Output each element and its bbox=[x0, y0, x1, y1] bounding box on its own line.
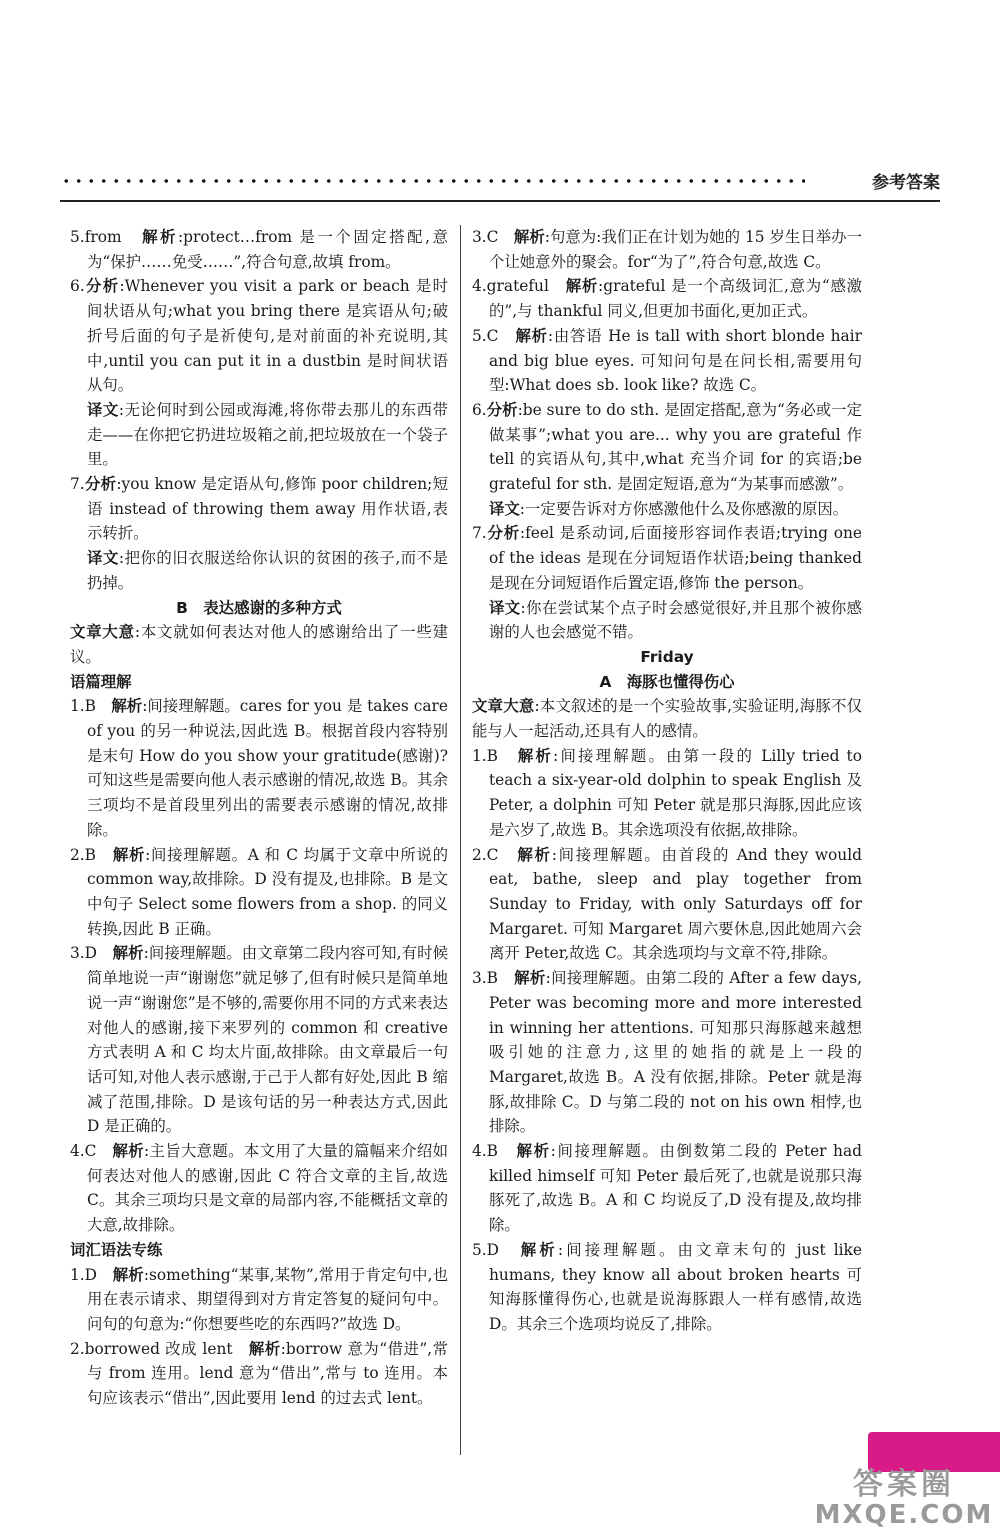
answer-item: 3.C 解析:句意为:我们正在计划为她的 15 岁生日举办一个让她意外的聚会。for“为了”,符合句意,故选 C。 bbox=[472, 228, 862, 271]
answer-item: 4.C 解析:主旨大意题。本文用了大量的篇幅来介绍如何表达对他人的感谢,因此 C 符合文章的主旨,故选 C。其余三项均只是文章的局部内容,不能概括文章的大意,故排除。 bbox=[70, 1142, 448, 1235]
answer-item: 4.B 解析:间接理解题。由倒数第二段的 Peter had killed himself 可知 Peter 最后死了,也就是说那只海豚死了,故选 B。A 和 C 均说反了,D 没有提及,故均排除。 bbox=[472, 1142, 862, 1235]
answer-item: 1.D 解析:something“某事,某物”,常用于肯定句中,也用在表示请求、期望得到对方肯定答复的疑问句中。问句的句意为:“你想要些吃的东西吗?”故选 D。 bbox=[70, 1265, 448, 1333]
answer-item: 7.分析:feel 是系动词,后面接形容词作表语;trying one of the ideas 是现在分词短语作状语;being thanked 是现在分词短语作后置定语,修饰 the person。 bbox=[472, 524, 862, 592]
section-title: B 表达感谢的多种方式 bbox=[176, 598, 342, 617]
translation: 译文:你在尝试某个点子时会感觉很好,并且那个被你感谢的人也会感觉不错。 bbox=[489, 598, 862, 642]
answer-item: 2.C 解析:间接理解题。由首段的 And they would eat, bathe, sleep and play together from Sunday to Friday, with only Saturdays off for Margaret. 可知 Margaret 周六要休息,因此她周六会离开 Peter,故选 C。其余选项均与文章不符,排除。 bbox=[472, 845, 862, 963]
answer-item: 2.borrowed 改成 lent 解析:borrow 意为“借进”,常与 from 连用。lend 意为“借出”,常与 to 连用。本句应该表示“借出”,因此要用 lend 的过去式 lent。 bbox=[70, 1339, 448, 1408]
main-idea: 文章大意:本文叙述的是一个实验故事,实验证明,海豚不仅能与人一起活动,还具有人的感情。 bbox=[472, 697, 862, 741]
main-idea: 文章大意:本文就如何表达对他人的感谢给出了一些建议。 bbox=[70, 623, 448, 666]
watermark-logo: 答案圈 MXQE.COM bbox=[814, 1467, 994, 1530]
header-rule bbox=[60, 200, 940, 202]
answer-item: 5.D 解析:间接理解题。由文章末句的 just like humans, they know all about broken hearts 可知海豚懂得伤心,也就是说海豚跟人一样有感情,故选 D。其余三个选项均说反了,排除。 bbox=[472, 1240, 862, 1333]
answer-item: 7.分析:you know 是定语从句,修饰 poor children;短语 instead of throwing them away 用作状语,表示转折。 bbox=[70, 475, 448, 543]
answer-item: 5.from 解析:protect…from 是一个固定搭配,意为“保护……免受……”,符合句意,故填 from。 bbox=[70, 228, 448, 271]
page-number-tab bbox=[868, 1432, 1000, 1472]
left-column bbox=[70, 225, 448, 1411]
page-header bbox=[60, 168, 940, 198]
dotted-rule bbox=[60, 178, 805, 184]
translation: 译文:把你的旧衣服送给你认识的贫困的孩子,而不是扔掉。 bbox=[87, 549, 448, 592]
answer-item: 1.B 解析:间接理解题。cares for you 是 takes care of you 的另一种说法,因此选 B。根据首段内容特别是末句 How do you show your gratitude(感谢)?可知这些是需要向他人表示感谢的情况,故选 B。其余三项均不是首段里列出的需要表示感谢的情况,故排除。 bbox=[70, 697, 448, 839]
answer-item: 2.B 解析:间接理解题。A 和 C 均属于文章中所说的 common way,故排除。D 没有提及,也排除。B 是文中句子 Select some flowers from a shop. 的同义转换,因此 B 正确。 bbox=[70, 845, 448, 938]
answer-item: 1.B 解析:间接理解题。由第一段的 Lilly tried to teach a six-year-old dolphin to speak English 及 Peter, a dolphin 可知 Peter 就是那只海豚,因此应该是六岁了,故选 B。其余选项没有依据,故排除。 bbox=[472, 746, 862, 839]
answer-item: 6.分析:Whenever you visit a park or beach 是时间状语从句;what you bring there 是宾语从句;破折号后面的句子是祈使句,是对前面的补充说明,其中,until you can put it in a dustbin 是时间状语从句。 bbox=[70, 277, 448, 395]
answer-item: 6.分析:be sure to do sth. 是固定搭配,意为“务必或一定做某事”;what you are... why you are grateful 作 tell 的宾语从句,其中,what 充当介词 for 的宾语;be grateful for sth. 是固定短语,意为“为某事而感激”。 bbox=[472, 400, 862, 494]
vocab-heading: 词汇语法专练 bbox=[70, 1240, 163, 1259]
day-title: Friday bbox=[640, 647, 694, 666]
column-divider bbox=[460, 225, 461, 1455]
answer-item: 3.B 解析:间接理解题。由第二段的 After a few days, Peter was becoming more and more interested in winning her attentions. 可知那只海豚越来越想吸引她的注意力,这里的她指的就是上一段的 Margaret,故选 B。A 没有依据,排除。Peter 就是海豚,故排除 C。D 与第二段的 not on his own 相悖,也排除。 bbox=[472, 969, 862, 1136]
answer-item: 4.grateful 解析:grateful 是一个高级词汇,意为“感激的”,与 thankful 同义,但更加书面化,更加正式。 bbox=[472, 277, 862, 321]
translation: 译文:一定要告诉对方你感激他什么及你感激的原因。 bbox=[489, 499, 849, 518]
reading-heading: 语篇理解 bbox=[70, 672, 132, 691]
answer-item: 5.C 解析:由答语 He is tall with short blonde hair and big blue eyes. 可知问句是在问长相,需要用句型:What does sb. look like? 故选 C。 bbox=[472, 326, 862, 395]
answer-item: 3.D 解析:间接理解题。由文章第二段内容可知,有时候简单地说一声“谢谢您”就足够了,但有时候只是简单地说一声“谢谢您”是不够的,需要你用不同的方式来表达对他人的感谢,接下来罗列的 common 和 creative 方式表明 A 和 C 均太片面,故排除。由文章最后一句话可知,对他人表示感谢,于己于人都有好处,因此 B 缩减了范围,排除。D 是该句话的另一种表达方式,因此 D 是正确的。 bbox=[70, 944, 448, 1136]
header-title: 参考答案 bbox=[872, 173, 940, 193]
section-title: A 海豚也懂得伤心 bbox=[599, 672, 735, 691]
right-column bbox=[472, 225, 862, 1337]
translation: 译文:无论何时到公园或海滩,将你带去那儿的东西带走——在你把它扔进垃圾箱之前,把垃圾放在一个袋子里。 bbox=[87, 400, 448, 469]
